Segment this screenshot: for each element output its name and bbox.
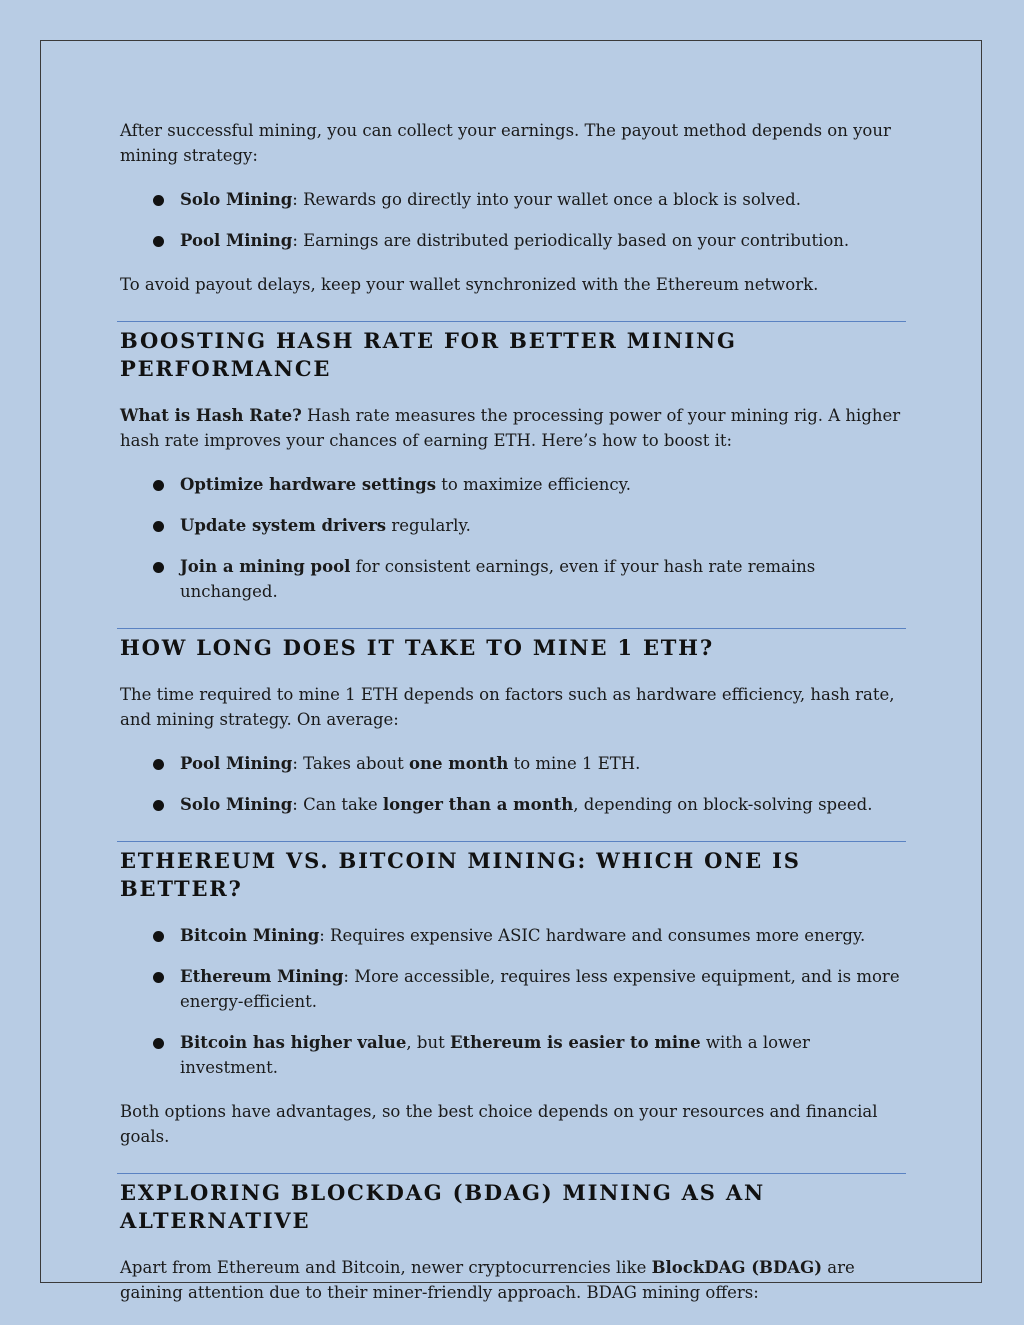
bullet-icon [153,521,164,532]
payout-list [120,187,910,253]
bullet-icon [153,562,164,573]
comparison-list [120,923,910,1080]
mine-time-intro: The time required to mine 1 ETH depends on factors such as hardware efficiency, hash rate, and mining strategy. On average: [120,685,895,729]
section-heading: BOOSTING HASH RATE FOR BETTER MINING PERFORMANCE [120,328,737,381]
list-item: Update system drivers regularly. [120,513,910,538]
bullet-icon [153,236,164,247]
hash-rate-lead: What is Hash Rate? Hash rate measures the processing power of your mining rig. A higher hash rate improves your chances of earning ETH. Here’s how to boost it: [120,406,901,450]
mine-time-list [120,751,910,817]
list-item: Solo Mining: Rewards go directly into your wallet once a block is solved. [120,187,910,212]
comparison-summary: Both options have advantages, so the best choice depends on your resources and financial goals. [120,1102,878,1146]
section-divider [117,628,906,629]
list-item: Ethereum Mining: More accessible, requires less expensive equipment, and is more energy-efficient. [120,964,910,1014]
bullet-icon [153,195,164,206]
list-item: Pool Mining: Earnings are distributed periodically based on your contribution. [120,228,910,253]
bullet-icon [153,759,164,770]
list-item: Optimize hardware settings to maximize efficiency. [120,472,910,497]
hash-rate-list [120,472,910,604]
section-heading: HOW LONG DOES IT TAKE TO MINE 1 ETH? [120,635,714,660]
list-item: Solo Mining: Can take longer than a month, depending on block-solving speed. [120,792,910,817]
bullet-icon [153,800,164,811]
bullet-icon [153,480,164,491]
bdag-intro: Apart from Ethereum and Bitcoin, newer cryptocurrencies like BlockDAG (BDAG) are gaining attention due to their miner-friendly approach. BDAG mining offers: [120,1258,855,1302]
bullet-icon [153,931,164,942]
payout-note: To avoid payout delays, keep your wallet synchronized with the Ethereum network. [120,275,819,294]
section-heading: EXPLORING BLOCKDAG (BDAG) MINING AS AN ALTERNATIVE [120,1180,765,1233]
payout-intro: After successful mining, you can collect your earnings. The payout method depends on your mining strategy: [120,121,891,165]
list-item: Join a mining pool for consistent earnings, even if your hash rate remains unchanged. [120,554,910,604]
list-item: Pool Mining: Takes about one month to mine 1 ETH. [120,751,910,776]
section-divider [117,321,906,322]
section-divider [117,1173,906,1174]
document-body [120,118,910,1305]
section-divider [117,841,906,842]
bullet-icon [153,1038,164,1049]
section-heading: ETHEREUM VS. BITCOIN MINING: WHICH ONE IS BETTER? [120,848,801,901]
list-item: Bitcoin has higher value, but Ethereum is easier to mine with a lower investment. [120,1030,910,1080]
list-item: Bitcoin Mining: Requires expensive ASIC hardware and consumes more energy. [120,923,910,948]
bullet-icon [153,972,164,983]
